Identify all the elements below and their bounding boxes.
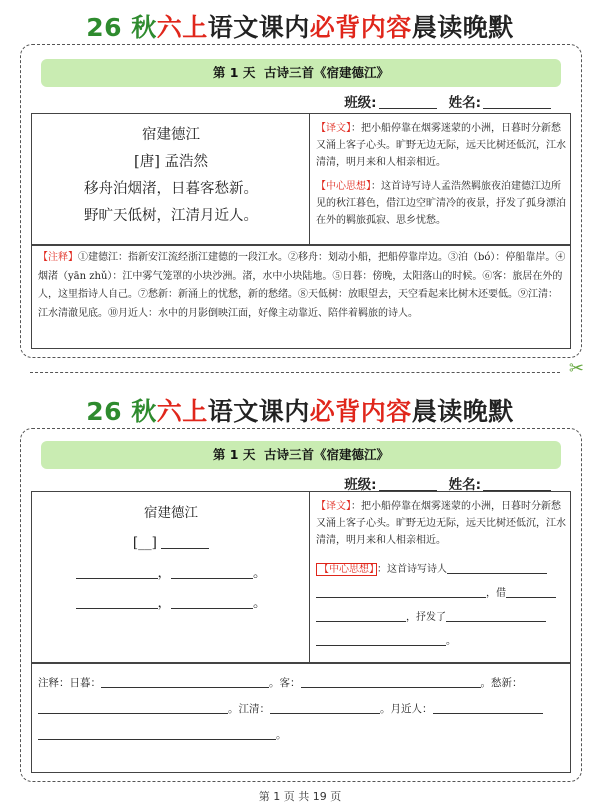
translation-text: ：把小船停靠在烟雾迷蒙的小洲，日暮时分新愁又涌上客子心头。旷野无边无际，远天比树还低沉，江水清清，明月来和人相亲相近。 [316, 123, 566, 168]
class-blank[interactable] [379, 94, 437, 109]
note-jiangqing-blank[interactable] [270, 701, 380, 714]
quiz-translation-text: ：把小船停靠在烟雾迷蒙的小洲，日暮时分新愁又涌上客子心头。旷野无边无际，远天比树还低沉，江水清清，明月来和人相亲相近。 [316, 501, 566, 546]
line2a-blank[interactable] [76, 596, 158, 609]
page-header-top [0, 8, 600, 44]
cut-line [30, 372, 560, 373]
theme-blank-4[interactable] [316, 609, 406, 622]
quiz-translation-label: 【译文】 [316, 501, 351, 512]
quiz-poem-title: 宿建德江 [144, 505, 198, 521]
header-part-1: 26 秋 [86, 13, 157, 42]
scissors-icon: ✂ [568, 358, 584, 379]
quiz-comma-1: ， [157, 565, 171, 581]
quiz-theme-period: 。 [446, 636, 456, 647]
page-header-bottom [0, 392, 600, 428]
notes-block [38, 249, 566, 323]
quiz-notes-ke: 。客： [269, 677, 301, 689]
poem-line-1: 移舟泊烟渚，日暮客愁新。 [84, 181, 258, 197]
quiz-poem-box [31, 491, 571, 663]
notes-label: 【注释】 [38, 252, 78, 263]
name-label: 姓名: [448, 95, 481, 111]
header-part-3: 语文课内 [207, 13, 310, 42]
day-banner [41, 59, 561, 87]
quiz-box-divider [309, 492, 310, 662]
poem-title: 宿建德江 [142, 127, 200, 143]
quiz-notes-chouxin: 。愁新： [480, 677, 523, 689]
quiz-notes-box [31, 663, 571, 773]
header-part-5: 晨读晚默 [411, 13, 514, 42]
banner-title: 古诗三首《宿建德江》 [264, 65, 390, 80]
class-name-line [344, 91, 551, 111]
banner-day: 第 1 天 [212, 65, 256, 80]
poem-line-2: 野旷天低树，江清月近人。 [84, 208, 258, 224]
header-part-1-b: 26 秋 [86, 397, 157, 426]
study-card [20, 44, 582, 358]
header-part-5-b: 晨读晚默 [411, 397, 514, 426]
translation-block [316, 120, 566, 171]
banner-day-quiz: 第 1 天 [212, 447, 256, 462]
name-label-quiz: 姓名: [448, 477, 481, 493]
header-part-2-b: 六上 [156, 397, 208, 426]
quiz-notes-yuejinren: 。月近人： [380, 703, 433, 715]
theme-block [316, 178, 566, 229]
quiz-theme-mid1: ，借 [486, 588, 506, 599]
quiz-card [20, 428, 582, 782]
line1b-blank[interactable] [171, 566, 253, 579]
quiz-notes-block [38, 670, 566, 748]
quiz-notes-end: 。 [276, 729, 287, 741]
translation-label: 【译文】 [316, 123, 351, 134]
quiz-bracket: [__] [132, 535, 157, 551]
name-blank-quiz[interactable] [483, 476, 551, 491]
theme-label: 【中心思想】 [316, 181, 371, 192]
note-yuejinren-blank[interactable] [433, 701, 543, 714]
quiz-poem [36, 498, 306, 618]
class-name-line-quiz [344, 473, 551, 493]
notes-text: ①建德江：指新安江流经浙江建德的一段江水。②移舟：划动小船，把船停靠岸边。③泊（bó）：停船靠岸。④烟渚（yān zhǔ）：江中雾气笼罩的小块沙洲。渚，水中小块陆地。⑤日暮：傍晚，太阳落山的时候。⑥客：旅居在外的人，这里指诗人自己。⑦愁新：新涌上的忧愁，新的愁绪。⑧天低树：放眼望去，天空看起来比树木还要低。⑨江清：江水清澈见底。⑩月近人：水中的月影倒映江面，好像主动靠近、陪伴着羁旅的诗人。 [38, 252, 566, 319]
poem-content [36, 122, 306, 230]
quiz-period-1: 。 [253, 565, 267, 581]
header-part-4: 必背内容 [309, 13, 412, 42]
header-part-2: 六上 [156, 13, 208, 42]
poem-author: [唐] 孟浩然 [134, 154, 208, 170]
class-label-quiz: 班级: [344, 477, 377, 493]
class-blank-quiz[interactable] [379, 476, 437, 491]
note-rimu-blank[interactable] [101, 675, 269, 688]
note-chouxin-blank[interactable] [38, 701, 228, 714]
theme-blank-3[interactable] [506, 585, 556, 598]
quiz-notes-prompt: 注释：日暮： [38, 677, 101, 689]
poem-box [31, 113, 571, 245]
page-footer: 第 1 页 共 19 页 [258, 790, 342, 803]
name-blank[interactable] [483, 94, 551, 109]
theme-blank-5[interactable] [446, 609, 546, 622]
note-ke-blank[interactable] [301, 675, 481, 688]
theme-blank-2[interactable] [316, 585, 486, 598]
poem-box-divider [309, 114, 310, 244]
quiz-theme-label: 【中心思想】 [316, 563, 377, 576]
notes-box [31, 245, 571, 349]
quiz-period-2: 。 [253, 595, 267, 611]
line2b-blank[interactable] [171, 596, 253, 609]
quiz-comma-2: ， [157, 595, 171, 611]
quiz-notes-jiangqing: 。江清： [228, 703, 270, 715]
header-part-4-b: 必背内容 [309, 397, 412, 426]
theme-blank-1[interactable] [447, 561, 547, 574]
theme-text: ：这首诗写诗人孟浩然羁旅夜泊建德江边所见的秋江暮色，借江边空旷清冷的夜景，抒发了孤身漂泊在外的羁旅孤寂、思乡忧愁。 [316, 181, 566, 226]
class-label: 班级: [344, 95, 377, 111]
author-blank[interactable] [161, 536, 209, 549]
theme-blank-6[interactable] [316, 633, 446, 646]
header-part-3-b: 语文课内 [207, 397, 310, 426]
banner-title-quiz: 古诗三首《宿建德江》 [264, 447, 390, 462]
line1a-blank[interactable] [76, 566, 158, 579]
quiz-theme-block [316, 558, 566, 654]
day-banner-quiz [41, 441, 561, 469]
note-extra-blank[interactable] [38, 727, 276, 740]
quiz-theme-prompt: ：这首诗写诗人 [377, 564, 447, 575]
quiz-theme-mid2: ，抒发了 [406, 612, 446, 623]
quiz-translation-block [316, 498, 566, 549]
